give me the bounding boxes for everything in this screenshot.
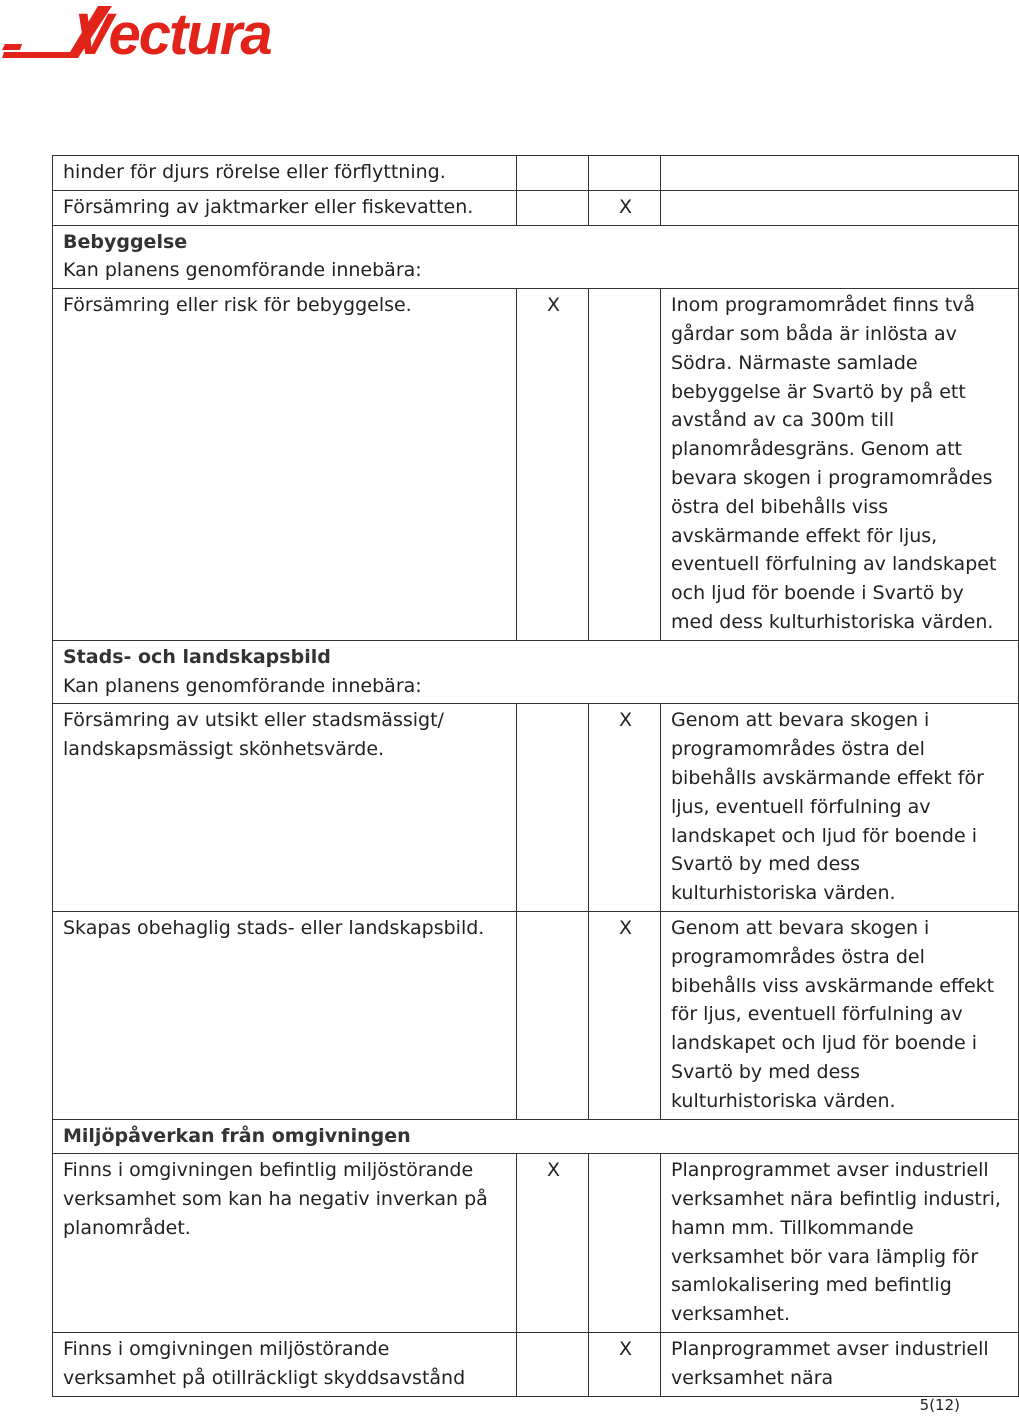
- table-row: [53, 190, 1019, 225]
- section-heading-row: [53, 1119, 1019, 1154]
- mark-cell-a: X: [517, 289, 589, 641]
- mark-cell-b: X: [589, 704, 661, 912]
- comment-cell: Planprogrammet avser industriell verksamhet nära: [661, 1333, 1019, 1397]
- mark-cell-b: X: [589, 190, 661, 225]
- table-row: [53, 704, 1019, 912]
- assessment-table: [52, 155, 1019, 1397]
- mark-cell-a: [517, 190, 589, 225]
- mark-cell-b: X: [589, 1333, 661, 1397]
- mark-cell-a: [517, 156, 589, 191]
- criterion-cell: hinder för djurs rörelse eller förflyttning.: [53, 156, 517, 191]
- section-heading-row: [53, 640, 1019, 704]
- mark-cell-b: [589, 289, 661, 641]
- section-heading-cell: [53, 225, 1019, 289]
- mark-cell-a: [517, 1333, 589, 1397]
- mark-cell-a: [517, 911, 589, 1119]
- section-heading-cell: [53, 640, 1019, 704]
- criterion-cell: Försämring av jaktmarker eller fiskevatten.: [53, 190, 517, 225]
- mark-cell-a: [517, 704, 589, 912]
- section-subheading: Kan planens genomförande innebära:: [63, 674, 422, 697]
- table-row: [53, 1154, 1019, 1333]
- page-number: 5(12): [919, 1396, 960, 1414]
- table-row: [53, 156, 1019, 191]
- comment-cell: [661, 190, 1019, 225]
- criterion-cell: Finns i omgivningen miljöstörande verksamhet på otillräckligt skyddsavstånd: [53, 1333, 517, 1397]
- criterion-cell: Försämring av utsikt eller stadsmässigt/ landskapsmässigt skönhetsvärde.: [53, 704, 517, 912]
- vectura-logo-graphic: [0, 0, 290, 70]
- comment-cell: Genom att bevara skogen i programområdes östra del bibehålls viss avskärmande effekt för ljus, eventuell förfulning av landskapet och ljud för boende i Svartö by med dess kulturhistoriska värden.: [661, 911, 1019, 1119]
- logo-text: Vectura: [74, 2, 271, 67]
- mark-cell-a: X: [517, 1154, 589, 1333]
- section-heading-row: [53, 225, 1019, 289]
- table-row: [53, 1333, 1019, 1397]
- section-heading-cell: [53, 1119, 1019, 1154]
- section-heading: Stads- och landskapsbild: [63, 645, 331, 668]
- comment-cell: Inom programområdet finns två gårdar som båda är inlösta av Södra. Närmaste samlade bebyggelse är Svartö by på ett avstånd av ca 300m till planområdesgräns. Genom att bevara skogen i programområdes östra del bibehålls viss avskärmande effekt för ljus, eventuell förfulning av landskapet och ljud för boende i Svartö by med dess kulturhistoriska värden.: [661, 289, 1019, 641]
- criterion-cell: Finns i omgivningen befintlig miljöstörande verksamhet som kan ha negativ inverkan på planområdet.: [53, 1154, 517, 1333]
- comment-cell: [661, 156, 1019, 191]
- mark-cell-b: [589, 1154, 661, 1333]
- comment-cell: Genom att bevara skogen i programområdes östra del bibehålls avskärmande effekt för ljus, eventuell förfulning av landskapet och ljud för boende i Svartö by med dess kulturhistoriska värden.: [661, 704, 1019, 912]
- table-row: [53, 911, 1019, 1119]
- section-heading: Miljöpåverkan från omgivningen: [63, 1124, 411, 1147]
- section-heading: Bebyggelse: [63, 230, 188, 253]
- mark-cell-b: [589, 156, 661, 191]
- criterion-cell: Försämring eller risk för bebyggelse.: [53, 289, 517, 641]
- section-subheading: Kan planens genomförande innebära:: [63, 259, 422, 282]
- vectura-logo: [0, 0, 290, 70]
- table-row: [53, 289, 1019, 641]
- comment-cell: Planprogrammet avser industriell verksamhet nära befintlig industri, hamn mm. Tillkommande verksamhet bör vara lämplig för samlokalisering med befintlig verksamhet.: [661, 1154, 1019, 1333]
- mark-cell-b: X: [589, 911, 661, 1119]
- criterion-cell: Skapas obehaglig stads- eller landskapsbild.: [53, 911, 517, 1119]
